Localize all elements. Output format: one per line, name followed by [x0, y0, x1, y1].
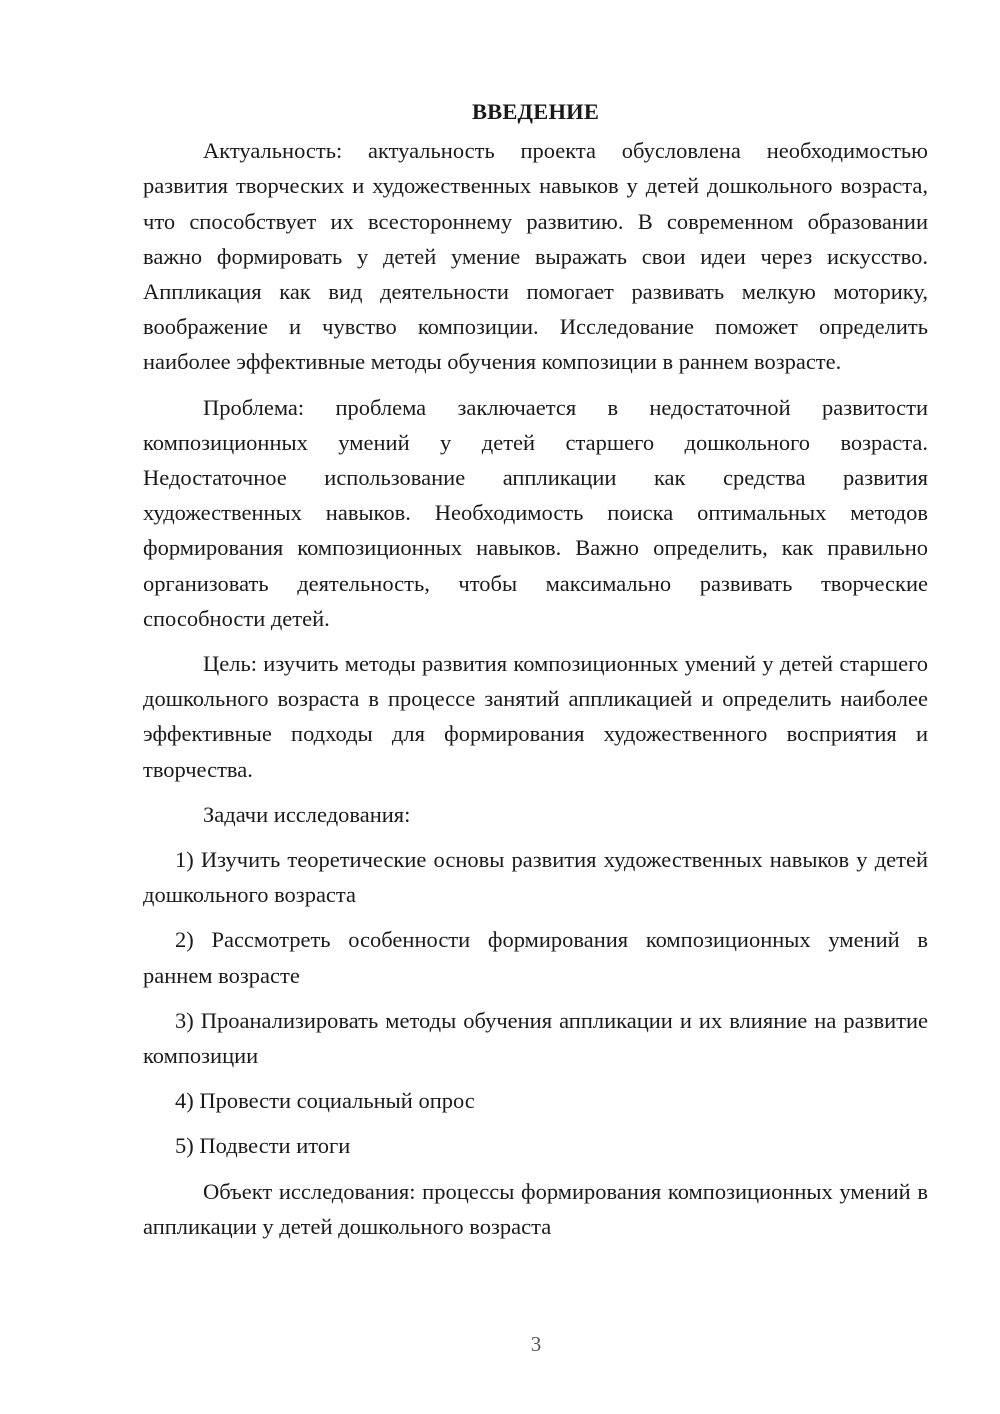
page-number: 3 [530, 1332, 542, 1356]
object-paragraph: Объект исследования: процессы формирования композиционных умений в аппликации у детей дошкольного возраста [143, 1178, 928, 1239]
task-item: 1) Изучить теоретические основы развития художественных навыков у детей дошкольного возраста [143, 847, 928, 908]
section-heading: ВВЕДЕНИЕ [471, 99, 600, 124]
page-content [143, 94, 928, 1254]
task-item: 3) Проанализировать методы обучения аппликации и их влияние на развитие композиции [143, 1007, 928, 1069]
task-item: 2) Рассмотреть особенности формирования композиционных умений в раннем возрасте [143, 927, 928, 988]
problem-paragraph: Проблема: проблема заключается в недостаточной развитости композиционных умений у детей старшего дошкольного возраста. Недостаточное использование аппликации как средства развития художественных навыков. Необходимость поиска оптимальных методов формирования композиционных навыков. Важно определить, как правильно организовать деятельность, чтобы максимально развивать творческие способности детей. [143, 394, 928, 631]
task-item: 4) Провести социальный опрос [175, 1088, 475, 1114]
actuality-paragraph: Актуальность: актуальность проекта обусловлена необходимостью развития творческих и художественных навыков у детей дошкольного возраста, что способствует их всестороннему развитию. В современном образовании важно формировать у детей умение выражать свои идеи через искусство. Аппликация как вид деятельности помогает развивать мелкую моторику, воображение и чувство композиции. Исследование поможет определить наиболее эффективные методы обучения композиции в раннем возрасте. [143, 138, 928, 375]
tasks-title: Задачи исследования: [203, 801, 411, 827]
goal-paragraph: Цель: изучить методы развития композиционных умений у детей старшего дошкольного возраста в процессе занятий аппликацией и определить наиболее эффективные подходы для формирования художественного восприятия и творчества. [143, 651, 928, 782]
task-item: 5) Подвести итоги [175, 1133, 351, 1159]
